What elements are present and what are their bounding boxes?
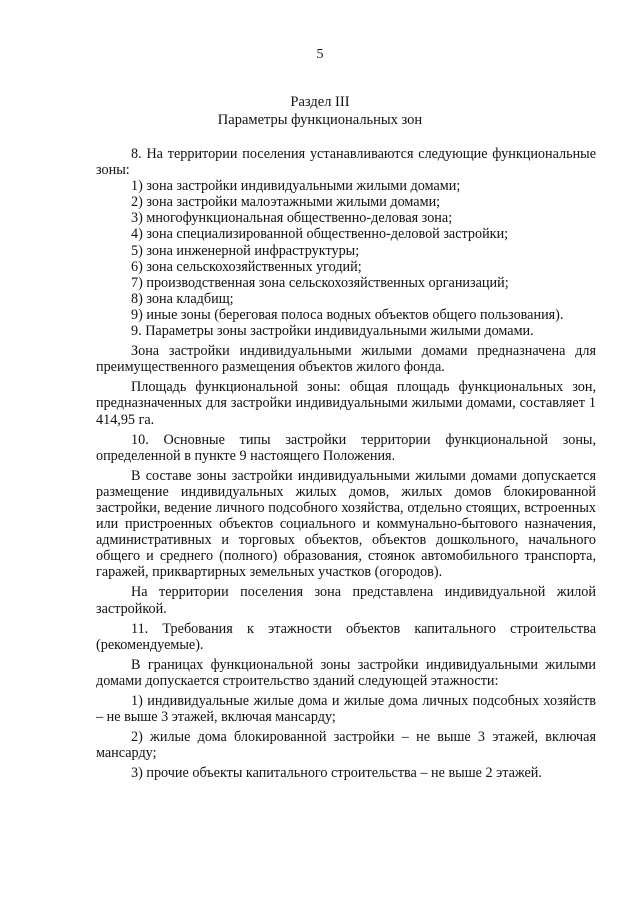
floors-list-item: 3) прочие объекты капитального строительства – не выше 2 этажей. — [131, 765, 542, 782]
section-title: Параметры функциональных зон — [217, 112, 423, 128]
zone-list-item: 8) зона кладбищ; — [131, 290, 234, 307]
paragraph-9-area: Площадь функциональной зоны: общая площадь функциональных зон, предназначенных для застройки индивидуальными жилыми домами, составляет 1 414,95 га. — [96, 379, 596, 428]
paragraph-10-territory: На территории поселения зона представлена индивидуальной жилой застройкой. — [96, 584, 596, 617]
zone-list-item: 6) зона сельскохозяйственных угодий; — [131, 258, 362, 275]
floors-list-item: 2) жилые дома блокированной застройки – не выше 3 этажей, включая мансарду; — [96, 729, 596, 762]
paragraph-10-text: В составе зоны застройки индивидуальными жилыми домами допускается размещение индивидуальных жилых домов, жилых домов блокированной застройки, ведение личного подсобного хозяйства, отдельно стоящих, встроенных или пристроенных объектов социального и коммунально-бытового назначения, административных и торговых объектов, объектов дошкольного, начального общего и среднего (полного) образования, стоянок автомобильного транспорта, гаражей, приквартирных земельных участков (огородов). — [96, 467, 596, 581]
paragraph-11-intro: В границах функциональной зоны застройки индивидуальными жилыми домами допускается строительство зданий следующей этажности: — [96, 656, 596, 689]
page-number: 5 — [316, 47, 324, 62]
paragraph-8: 8. На территории поселения устанавливаются следующие функциональные зоны: — [96, 146, 596, 179]
zone-list-item: 9) иные зоны (береговая полоса водных объектов общего пользования). — [131, 306, 564, 323]
section-heading — [0, 93, 640, 129]
zone-list-item: 2) зона застройки малоэтажными жилыми домами; — [131, 194, 441, 211]
zone-list-item: 4) зона специализированной общественно-деловой застройки; — [131, 226, 509, 243]
zone-list-item: 5) зона инженерной инфраструктуры; — [131, 242, 360, 259]
paragraph-11: 11. Требования к этажности объектов капитального строительства (рекомендуемые). — [96, 620, 596, 653]
zone-list-item: 1) зона застройки индивидуальными жилыми домами; — [131, 178, 461, 195]
zone-list-item: 7) производственная зона сельскохозяйственных организаций; — [131, 274, 509, 291]
section-label: Раздел III — [290, 94, 350, 110]
document-body — [96, 146, 596, 781]
floors-list-item: 1) индивидуальные жилые дома и жилые дома личных подсобных хозяйств – не выше 3 этажей, включая мансарду; — [96, 693, 596, 726]
paragraph-9: 9. Параметры зоны застройки индивидуальными жилыми домами. — [131, 323, 534, 340]
paragraph-10: 10. Основные типы застройки территории функциональной зоны, определенной в пункте 9 настоящего Положения. — [96, 431, 596, 464]
zone-list-item: 3) многофункциональная общественно-деловая зона; — [131, 210, 453, 227]
paragraph-9-purpose: Зона застройки индивидуальными жилыми домами предназначена для преимущественного размещения объектов жилого фонда. — [96, 343, 596, 376]
